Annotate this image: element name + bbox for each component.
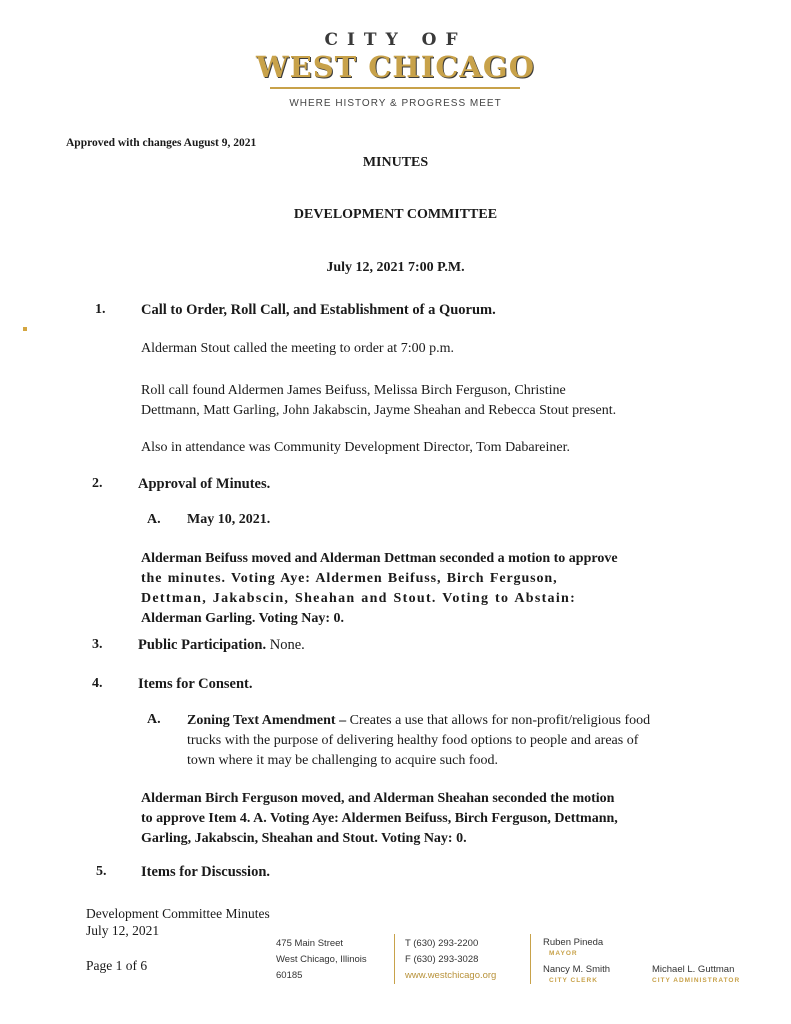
- margin-mark: [23, 327, 27, 331]
- section-1-para-1: Alderman Stout called the meeting to order at 7:00 p.m.: [141, 341, 454, 356]
- page-number: Page 1 of 6: [86, 958, 148, 973]
- section-4-number: 4.: [92, 676, 103, 691]
- section-4a-line-1: [187, 711, 650, 731]
- footer-phone: T (630) 293-2200: [405, 938, 479, 949]
- section-1-para-3: Also in attendance was Community Development Director, Tom Dabareiner.: [141, 440, 570, 455]
- section-1-para-2-line-2: Dettmann, Matt Garling, John Jakabscin, Jayme Sheahan and Rebecca Stout present.: [141, 403, 617, 418]
- section-4a-letter: A.: [147, 712, 161, 727]
- section-4a-title: Zoning Text Amendment –: [187, 713, 347, 728]
- section-2-motion-line-4: Alderman Garling. Voting Nay: 0.: [141, 611, 345, 626]
- section-4a-line-2: trucks with the purpose of delivering healthy food options to people and areas of: [187, 733, 639, 748]
- section-3-line: [138, 637, 305, 654]
- section-2-motion-line-3: Dettman, Jakabscin, Sheahan and Stout. Voting to Abstain:: [141, 591, 577, 606]
- section-4-title: Items for Consent.: [138, 676, 253, 692]
- section-4a-line-3: town where it may be challenging to acquire such food.: [187, 753, 499, 768]
- section-2-motion-line-2: the minutes. Voting Aye: Aldermen Beifuss, Birch Ferguson,: [141, 571, 558, 586]
- meeting-date: July 12, 2021 7:00 P.M.: [326, 260, 465, 275]
- clerk-role: CITY CLERK: [549, 977, 598, 984]
- section-3-detail: None.: [269, 637, 305, 653]
- letterhead-city-of: CITY OF: [324, 30, 467, 50]
- footer-address: [276, 936, 367, 984]
- footer-website[interactable]: www.westchicago.org: [405, 970, 497, 981]
- section-2-motion-line-1: Alderman Beifuss moved and Alderman Dettman seconded a motion to approve: [141, 551, 618, 566]
- committee-name: DEVELOPMENT COMMITTEE: [293, 207, 498, 222]
- section-2a-letter: A.: [147, 512, 161, 527]
- footer-divider: [530, 934, 531, 984]
- section-5-number: 5.: [96, 864, 107, 879]
- section-1-number: 1.: [95, 302, 106, 317]
- section-2-title: Approval of Minutes.: [138, 476, 271, 492]
- footer-doc-date: July 12, 2021: [86, 923, 160, 938]
- mayor-name: Ruben Pineda: [543, 937, 604, 948]
- clerk-name: Nancy M. Smith: [543, 964, 611, 975]
- section-4a-text-1: Creates a use that allows for non-profit/religious food: [349, 713, 651, 728]
- address-line: 60185: [276, 970, 303, 981]
- address-line: West Chicago, Illinois: [276, 954, 367, 965]
- section-4-motion-line-3: Garling, Jakabscin, Sheahan and Stout. Voting Nay: 0.: [141, 831, 467, 846]
- section-1-title: Call to Order, Roll Call, and Establishment of a Quorum.: [141, 302, 496, 318]
- section-1-para-2-line-1: Roll call found Aldermen James Beifuss, Melissa Birch Ferguson, Christine: [141, 383, 566, 398]
- administrator-name: Michael L. Guttman: [652, 964, 735, 975]
- footer-divider: [394, 934, 395, 984]
- letterhead-city-name: WEST CHICAGO: [256, 50, 535, 84]
- letterhead-tagline: WHERE HISTORY & PROGRESS MEET: [289, 98, 502, 109]
- section-4-motion-line-1: Alderman Birch Ferguson moved, and Alderman Sheahan seconded the motion: [141, 791, 615, 806]
- document-title: MINUTES: [362, 155, 429, 170]
- letterhead-rule: [270, 87, 520, 89]
- mayor-role: MAYOR: [549, 950, 578, 957]
- approval-note: Approved with changes August 9, 2021: [66, 137, 257, 149]
- section-2a-title: May 10, 2021.: [187, 512, 271, 527]
- section-5-title: Items for Discussion.: [141, 864, 271, 880]
- administrator-role: CITY ADMINISTRATOR: [652, 977, 741, 984]
- section-3-number: 3.: [92, 637, 103, 652]
- section-3-title: Public Participation.: [138, 637, 267, 653]
- footer-fax: F (630) 293-3028: [405, 954, 479, 965]
- section-4-motion-line-2: to approve Item 4. A. Voting Aye: Aldermen Beifuss, Birch Ferguson, Dettmann,: [141, 811, 618, 826]
- footer-contact: [405, 936, 496, 984]
- address-line: 475 Main Street: [276, 938, 344, 949]
- section-2-number: 2.: [92, 476, 103, 491]
- footer-doc-title: Development Committee Minutes: [86, 906, 270, 921]
